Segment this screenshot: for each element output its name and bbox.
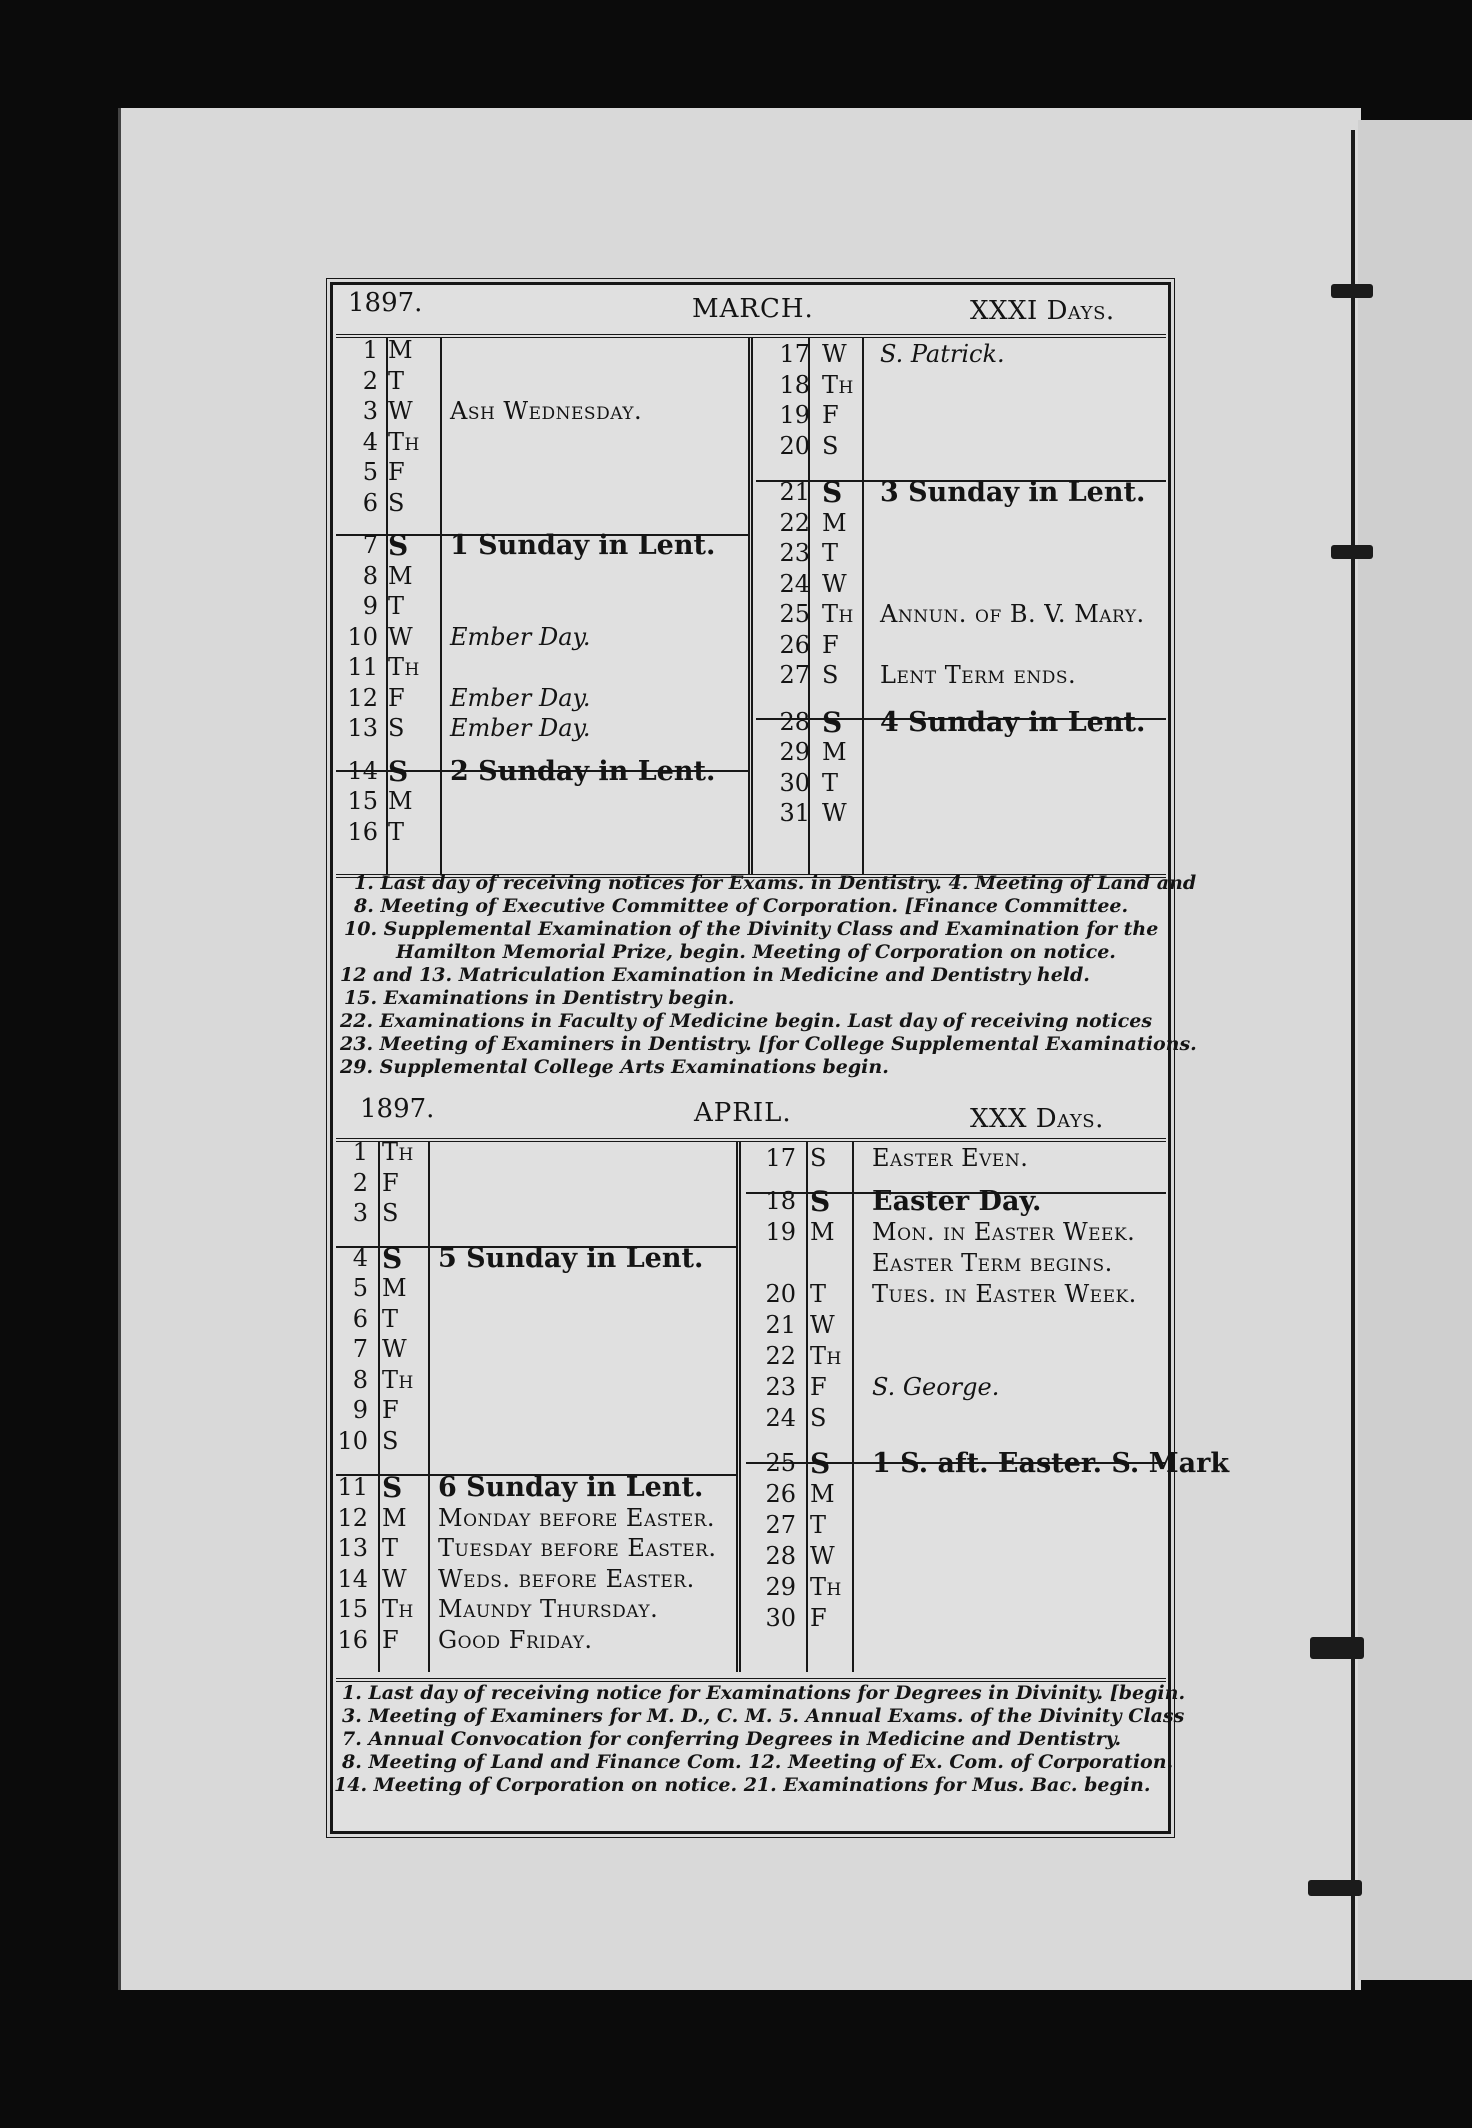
note-line: 15. Examinations in Dentistry begin. — [344, 987, 735, 1009]
day-observance: Ember Day. — [450, 622, 591, 651]
day-number: 24 — [765, 1404, 796, 1432]
day-observance: Maundy Thursday. — [438, 1595, 659, 1623]
calendar-day-row — [330, 1305, 735, 1334]
day-number: 3 — [362, 397, 378, 425]
calendar-day-row — [340, 754, 745, 788]
weekday-letter: S — [810, 1144, 827, 1172]
calendar-day-row — [760, 799, 1165, 828]
day-number: 9 — [362, 592, 378, 620]
weekday-letter: T — [822, 539, 839, 567]
day-number: 6 — [362, 488, 378, 517]
weekday-letter: S — [822, 431, 839, 460]
calendar-day-row — [760, 738, 1165, 767]
weekday-letter: S — [822, 661, 839, 689]
weekday-letter: S — [810, 1404, 827, 1432]
calendar-day-row — [340, 458, 745, 487]
weekday-letter: F — [810, 1604, 827, 1632]
weekday-letter: Th — [810, 1573, 842, 1601]
day-number: 26 — [765, 1480, 796, 1508]
day-observance: Easter Day. — [872, 1186, 1042, 1217]
day-number: 13 — [347, 714, 378, 742]
day-number: 17 — [765, 1144, 796, 1172]
note-line: 22. Examinations in Faculty of Medicine begin. Last day of receiving notices — [340, 1010, 1153, 1032]
note-line: 29. Supplemental College Arts Examinations begin. — [340, 1056, 889, 1078]
day-observance: 1 Sunday in Lent. — [450, 530, 716, 561]
binding-clip — [1331, 545, 1373, 559]
weekday-letter: S — [382, 1199, 399, 1227]
april-year: 1897. — [360, 1094, 435, 1124]
calendar-day-row — [750, 1542, 1165, 1571]
calendar-day-row — [750, 1249, 1165, 1278]
day-number: 21 — [779, 478, 810, 506]
day-observance: Annun. of B. V. Mary. — [880, 600, 1145, 628]
day-number: 10 — [337, 1426, 368, 1455]
calendar-day-row — [340, 562, 745, 591]
weekday-letter: Th — [822, 600, 854, 628]
day-observance: Tuesday before Easter. — [438, 1534, 717, 1562]
weekday-letter: M — [388, 336, 413, 364]
weekday-letter: W — [382, 1335, 407, 1363]
calendar-day-row — [340, 531, 745, 560]
binding-clip — [1310, 1637, 1364, 1659]
day-observance: Mon. in Easter Week. — [872, 1218, 1136, 1246]
calendar-day-row — [340, 818, 745, 847]
day-observance: Lent Term ends. — [880, 661, 1077, 689]
weekday-letter: F — [388, 683, 405, 712]
weekday-letter: W — [810, 1542, 835, 1570]
april-notes — [334, 1682, 1186, 1797]
calendar-day-row — [760, 509, 1165, 538]
day-number: 31 — [779, 799, 810, 827]
day-number: 6 — [352, 1304, 368, 1333]
weekday-letter: F — [382, 1625, 399, 1654]
day-observance: 2 Sunday in Lent. — [450, 755, 716, 787]
weekday-letter: F — [382, 1168, 399, 1197]
day-observance: 5 Sunday in Lent. — [438, 1242, 704, 1274]
calendar-day-row — [330, 1473, 735, 1502]
weekday-letter: W — [822, 799, 847, 827]
note-line: 8. Meeting of Land and Finance Com. 12. Meeting of Ex. Com. of Corporation. — [342, 1751, 1174, 1773]
day-number: 9 — [352, 1396, 368, 1424]
weekday-letter: S — [388, 488, 405, 517]
weekday-letter: M — [382, 1503, 407, 1532]
calendar-day-row — [760, 600, 1165, 629]
calendar-day-row — [760, 478, 1165, 507]
calendar-day-row — [760, 631, 1165, 660]
calendar-day-row — [760, 371, 1165, 400]
rule — [748, 338, 753, 874]
calendar-day-row — [750, 1480, 1165, 1509]
calendar-day-row — [750, 1187, 1165, 1216]
day-number: 5 — [362, 458, 378, 486]
weekday-letter: Th — [388, 427, 420, 456]
note-line: 7. Annual Convocation for conferring Degrees in Medicine and Dentistry. — [342, 1728, 1122, 1750]
day-number: 28 — [765, 1542, 796, 1570]
weekday-letter: F — [382, 1396, 399, 1424]
weekday-letter: T — [388, 366, 405, 395]
day-number: 23 — [765, 1373, 796, 1401]
facing-page — [1358, 120, 1472, 1980]
calendar-day-row — [760, 570, 1165, 599]
day-number: 2 — [362, 366, 378, 395]
day-number: 14 — [337, 1564, 368, 1593]
day-number: 22 — [779, 508, 810, 537]
day-observance: Good Friday. — [438, 1625, 593, 1654]
weekday-letter: W — [388, 622, 413, 651]
day-number: 7 — [352, 1335, 368, 1363]
weekday-letter: T — [382, 1534, 399, 1562]
weekday-letter: F — [822, 630, 839, 659]
weekday-letter: S — [810, 1185, 831, 1218]
weekday-letter: W — [382, 1564, 407, 1593]
april-title: APRIL. — [694, 1098, 792, 1128]
day-observance: Tues. in Easter Week. — [872, 1280, 1137, 1308]
calendar-day-row — [330, 1565, 735, 1594]
day-number: 27 — [765, 1511, 796, 1539]
weekday-letter: T — [382, 1304, 399, 1333]
calendar-day-row — [750, 1404, 1165, 1433]
calendar-day-row — [750, 1218, 1165, 1247]
weekday-letter: T — [810, 1511, 827, 1539]
weekday-letter: S — [822, 476, 843, 509]
day-observance: Ember Day. — [450, 683, 591, 712]
calendar-day-row — [330, 1138, 735, 1167]
day-number: 1 — [352, 1138, 368, 1166]
weekday-letter: Th — [382, 1595, 414, 1623]
day-number: 29 — [765, 1573, 796, 1601]
day-observance: 1 S. aft. Easter. S. Mark — [872, 1448, 1230, 1479]
calendar-day-row — [760, 705, 1165, 739]
note-line: 3. Meeting of Examiners for M. D., C. M. 5. Annual Exams. of the Divinity Class — [342, 1705, 1185, 1727]
book-spine — [1351, 130, 1355, 1990]
march-year: 1897. — [348, 288, 423, 318]
weekday-letter: W — [810, 1311, 835, 1339]
weekday-letter: S — [822, 705, 843, 739]
day-number: 26 — [779, 630, 810, 659]
weekday-letter: T — [388, 592, 405, 620]
day-number: 4 — [352, 1243, 368, 1272]
calendar-day-row — [330, 1169, 735, 1198]
calendar-day-row — [330, 1427, 735, 1456]
day-number: 2 — [352, 1168, 368, 1197]
calendar-day-row — [340, 489, 745, 518]
day-number: 10 — [347, 622, 378, 651]
day-number: 25 — [779, 600, 810, 628]
calendar-day-row — [750, 1144, 1165, 1173]
day-number: 19 — [765, 1218, 796, 1246]
calendar-day-row — [750, 1447, 1230, 1480]
day-number: 23 — [779, 539, 810, 567]
note-line: 23. Meeting of Examiners in Dentistry. [for College Supplemental Examinations. — [340, 1033, 1197, 1055]
calendar-day-row — [340, 684, 745, 713]
calendar-day-row — [340, 787, 745, 816]
binding-clip — [1308, 1880, 1362, 1896]
calendar-day-row — [330, 1626, 735, 1655]
day-number: 4 — [362, 427, 378, 456]
calendar-day-row — [750, 1511, 1165, 1540]
day-number: 28 — [779, 707, 810, 736]
day-number: 13 — [337, 1534, 368, 1562]
calendar-day-row — [760, 340, 1165, 369]
day-observance: Easter Even. — [872, 1144, 1029, 1172]
calendar-day-row — [750, 1342, 1165, 1371]
day-number: 20 — [779, 431, 810, 460]
calendar-day-row — [330, 1504, 735, 1533]
day-number: 18 — [779, 370, 810, 399]
rule — [736, 1142, 741, 1672]
day-number: 24 — [779, 569, 810, 598]
calendar-day-row — [750, 1373, 1165, 1402]
day-observance: Easter Term begins. — [872, 1249, 1113, 1277]
day-number: 16 — [337, 1625, 368, 1654]
weekday-letter: T — [810, 1280, 827, 1308]
weekday-letter: Th — [822, 370, 854, 399]
day-number: 14 — [347, 756, 378, 785]
day-number: 15 — [337, 1595, 368, 1623]
day-number: 3 — [352, 1199, 368, 1227]
weekday-letter: M — [388, 561, 413, 590]
weekday-letter: S — [382, 1241, 403, 1275]
calendar-day-row — [330, 1199, 735, 1228]
weekday-letter: S — [388, 529, 409, 562]
weekday-letter: S — [382, 1471, 403, 1504]
calendar-day-row — [750, 1604, 1165, 1633]
day-observance: Ember Day. — [450, 714, 591, 742]
calendar-day-row — [750, 1280, 1165, 1309]
calendar-day-row — [340, 714, 745, 743]
calendar-day-row — [340, 397, 745, 426]
day-number: 17 — [779, 340, 810, 368]
weekday-letter: W — [822, 569, 847, 598]
weekday-letter: S — [388, 754, 409, 788]
day-number: 15 — [347, 787, 378, 815]
note-line: 1. Last day of receiving notices for Exams. in Dentistry. 4. Meeting of Land and — [354, 872, 1197, 894]
day-number: 21 — [765, 1311, 796, 1339]
calendar-day-row — [330, 1595, 735, 1624]
day-number: 12 — [347, 683, 378, 712]
binding-clip — [1331, 284, 1373, 298]
calendar-day-row — [340, 367, 745, 396]
day-number: 7 — [362, 531, 378, 559]
day-number: 5 — [352, 1274, 368, 1302]
calendar-day-row — [340, 592, 745, 621]
day-number: 30 — [765, 1604, 796, 1632]
calendar-day-row — [760, 661, 1165, 690]
calendar-day-row — [760, 769, 1165, 798]
weekday-letter: F — [388, 458, 405, 486]
weekday-letter: M — [822, 738, 847, 766]
march-title: MARCH. — [692, 294, 814, 324]
calendar-day-row — [330, 1366, 735, 1395]
day-number: 20 — [765, 1280, 796, 1308]
weekday-letter: Th — [810, 1342, 842, 1370]
weekday-letter: M — [382, 1274, 407, 1302]
calendar-day-row — [340, 623, 745, 652]
weekday-letter: F — [810, 1373, 827, 1401]
weekday-letter: T — [822, 768, 839, 797]
calendar-day-row — [760, 401, 1165, 430]
day-number: 8 — [352, 1365, 368, 1394]
weekday-letter: F — [822, 401, 839, 429]
weekday-letter: S — [388, 714, 405, 742]
day-number: 29 — [779, 738, 810, 766]
calendar-day-row — [330, 1396, 735, 1425]
weekday-letter: T — [388, 817, 405, 846]
weekday-letter: Th — [382, 1138, 414, 1166]
calendar-day-row — [330, 1335, 735, 1364]
day-observance: S. George. — [872, 1373, 1000, 1401]
april-days-count: XXX Days. — [970, 1104, 1104, 1134]
note-line: 14. Meeting of Corporation on notice. 21. Examinations for Mus. Bac. begin. — [334, 1774, 1151, 1796]
day-observance: 3 Sunday in Lent. — [880, 477, 1146, 508]
day-number: 19 — [779, 401, 810, 429]
note-line: 8. Meeting of Executive Committee of Corporation. [Finance Committee. — [354, 895, 1129, 917]
march-notes — [340, 872, 1197, 1079]
weekday-letter: S — [810, 1447, 831, 1480]
day-observance: 4 Sunday in Lent. — [880, 706, 1146, 738]
calendar-day-row — [340, 428, 745, 457]
calendar-day-row — [750, 1311, 1165, 1340]
calendar-day-row — [330, 1534, 735, 1563]
march-days-count: XXXI Days. — [970, 296, 1115, 326]
calendar-day-row — [340, 653, 745, 682]
day-observance: Ash Wednesday. — [450, 397, 643, 425]
weekday-letter: Th — [388, 653, 420, 681]
calendar-day-row — [760, 539, 1165, 568]
weekday-letter: Th — [382, 1365, 414, 1394]
day-observance: Monday before Easter. — [438, 1503, 716, 1532]
day-number: 12 — [337, 1503, 368, 1532]
calendar-day-row — [760, 432, 1165, 461]
weekday-letter: S — [382, 1426, 399, 1455]
day-number: 1 — [362, 336, 378, 364]
note-line: 1. Last day of receiving notice for Examinations for Degrees in Divinity. [begin. — [342, 1682, 1186, 1704]
day-number: 30 — [779, 768, 810, 797]
calendar-day-row — [330, 1274, 735, 1303]
day-observance: S. Patrick. — [880, 340, 1005, 368]
day-number: 22 — [765, 1342, 796, 1370]
note-line: 12 and 13. Matriculation Examination in Medicine and Dentistry held. — [340, 964, 1090, 986]
day-number: 25 — [765, 1449, 796, 1477]
day-number: 18 — [765, 1187, 796, 1215]
calendar-day-row — [340, 336, 745, 365]
day-observance: Weds. before Easter. — [438, 1564, 695, 1593]
weekday-letter: M — [810, 1480, 835, 1508]
note-line: Hamilton Memorial Prize, begin. Meeting of Corporation on notice. — [396, 941, 1116, 963]
note-line: 10. Supplemental Examination of the Divinity Class and Examination for the — [344, 918, 1159, 940]
weekday-letter: M — [388, 787, 413, 815]
day-number: 27 — [779, 661, 810, 689]
weekday-letter: M — [810, 1218, 835, 1246]
calendar-day-row — [750, 1573, 1165, 1602]
day-number: 16 — [347, 817, 378, 846]
day-number: 11 — [337, 1473, 368, 1501]
day-number: 11 — [347, 653, 378, 681]
calendar-day-row — [330, 1241, 735, 1275]
day-observance: 6 Sunday in Lent. — [438, 1472, 704, 1503]
weekday-letter: W — [388, 397, 413, 425]
weekday-letter: W — [822, 340, 847, 368]
day-number: 8 — [362, 561, 378, 590]
weekday-letter: M — [822, 508, 847, 537]
